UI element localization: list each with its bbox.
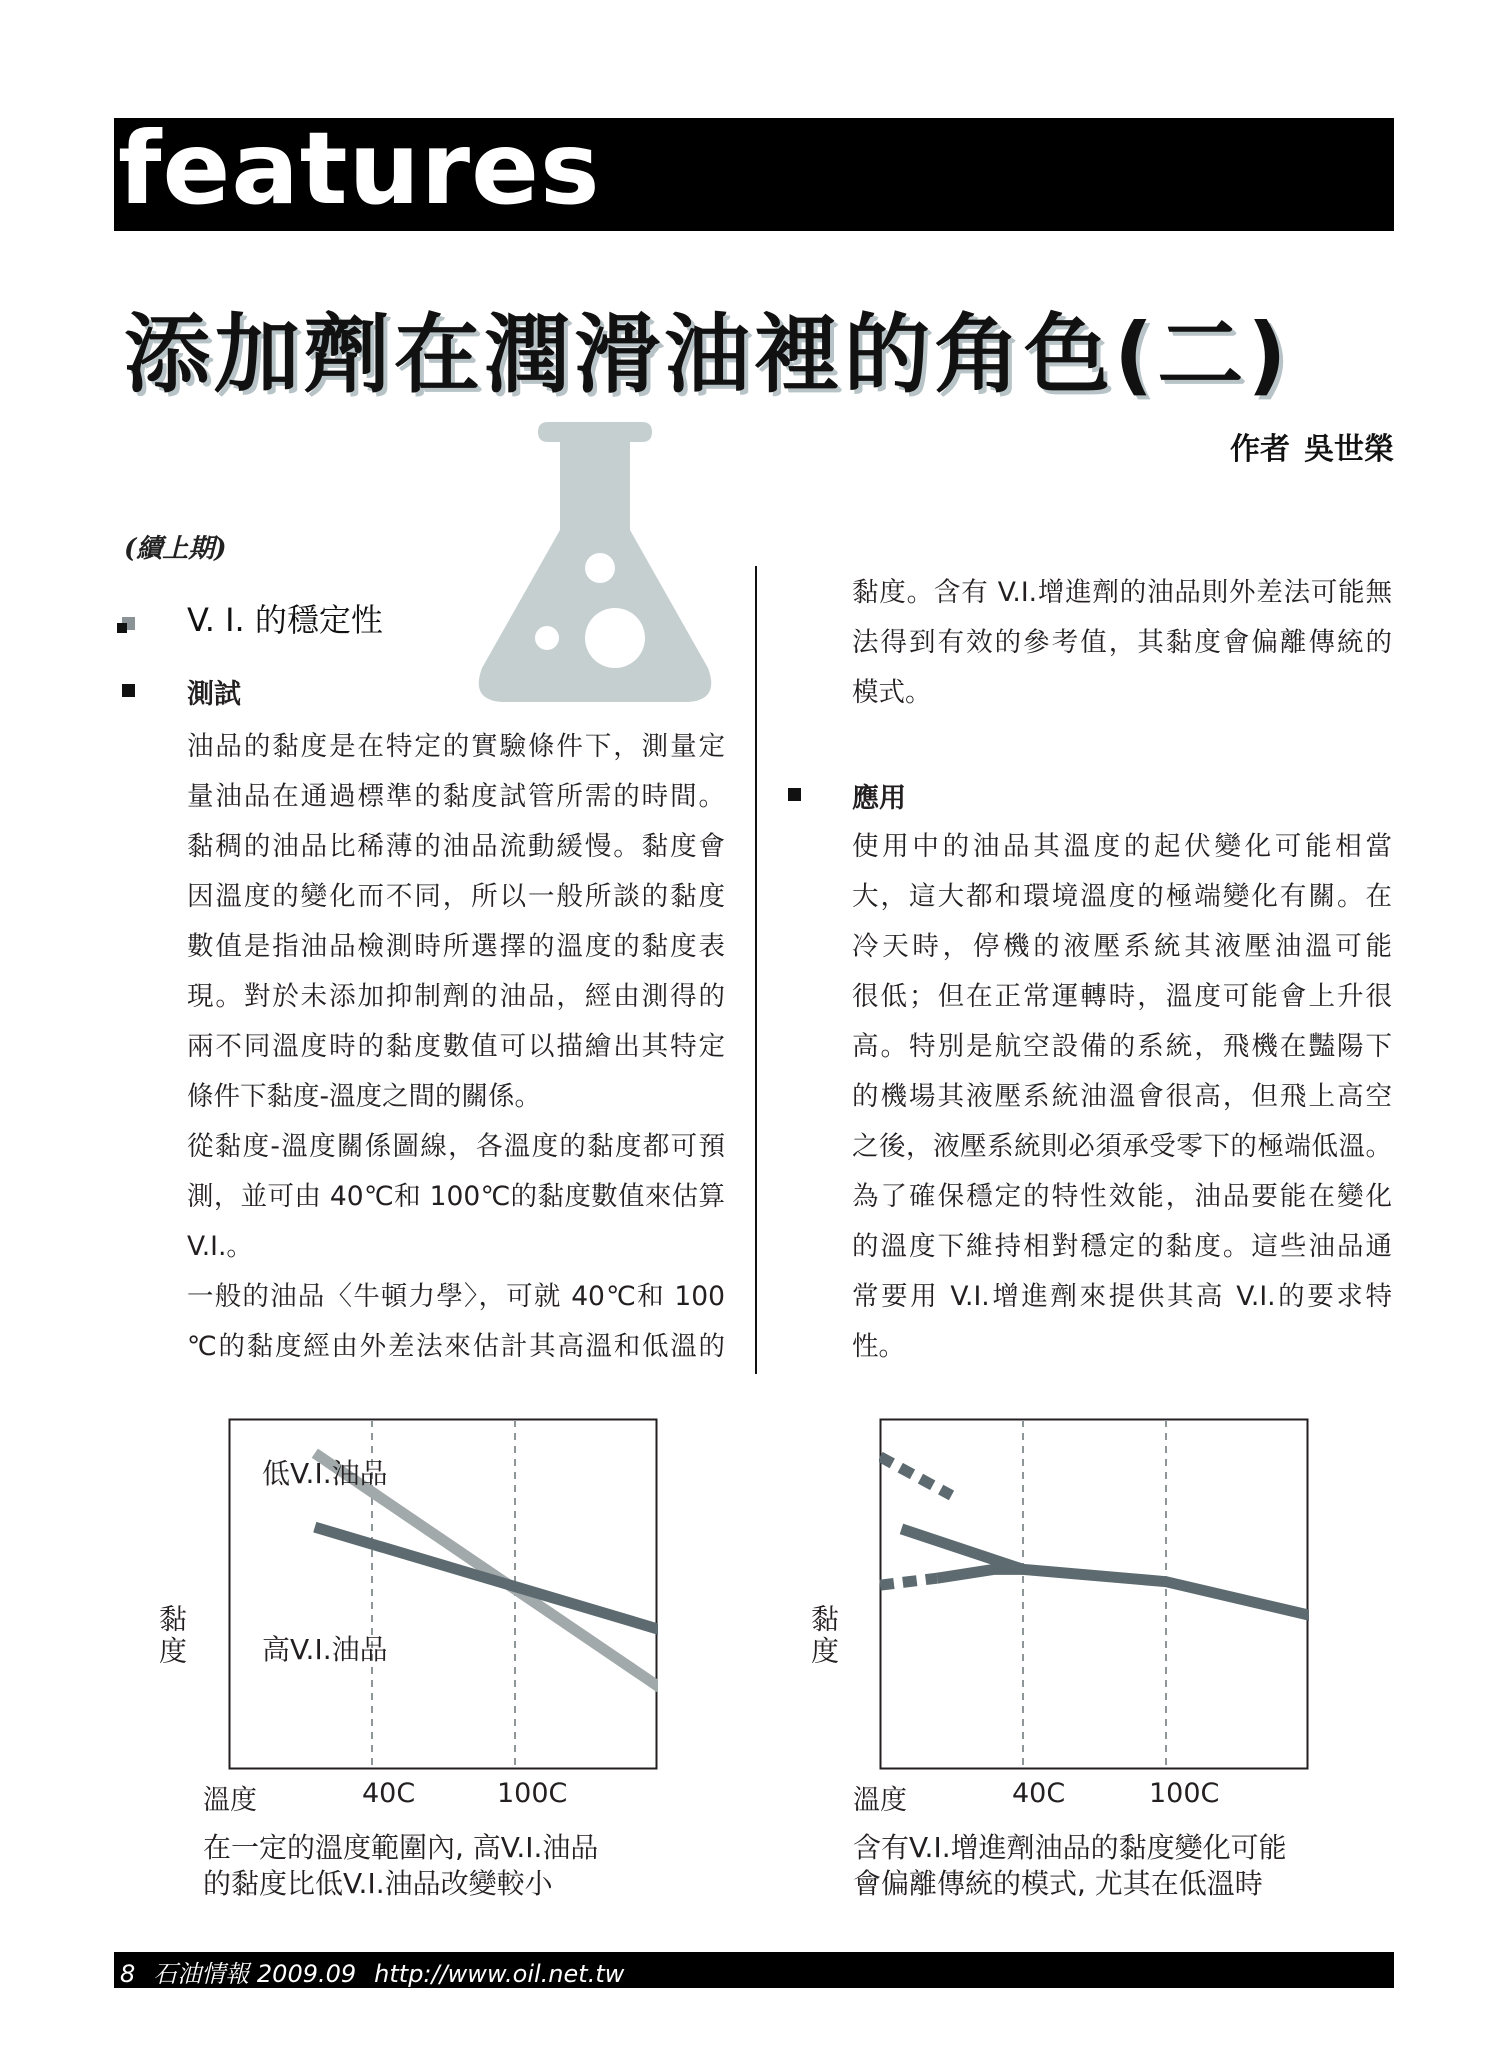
paragraph-line: 大，這大都和環境溫度的極端變化有關。在 bbox=[852, 881, 1392, 912]
chart2-caption bbox=[853, 1830, 1287, 1902]
chart2-frame bbox=[881, 1420, 1308, 1769]
paragraph-line: 油品的黏度是在特定的實驗條件下，測量定 bbox=[187, 731, 725, 762]
paragraph-line: 黏稠的油品比稀薄的油品流動緩慢。黏度會 bbox=[187, 831, 725, 862]
subheading-test: 測試 bbox=[187, 679, 241, 710]
bullet-test bbox=[122, 684, 135, 697]
paragraph-line: 法得到有效的參考值，其黏度會偏離傳統的 bbox=[852, 627, 1392, 658]
chart2-plot bbox=[879, 1418, 1309, 1770]
left-column-text bbox=[187, 722, 725, 1372]
chart1-x-label: 溫度 bbox=[203, 1785, 257, 1816]
paragraph-line: 量油品在通過標準的黏度試管所需的時間。 bbox=[187, 781, 725, 812]
bullet-application bbox=[788, 788, 801, 801]
paragraph-line: 現。對於未添加抑制劑的油品，經由測得的 bbox=[187, 981, 725, 1012]
chart2-y-label: 黏度 bbox=[807, 1604, 840, 1668]
chart1-y-label: 黏度 bbox=[155, 1604, 188, 1668]
paragraph-line: 一般的油品〈牛頓力學〉，可就 40℃和 100 bbox=[187, 1281, 725, 1312]
paragraph-line: 兩不同溫度時的黏度數值可以描繪出其特定 bbox=[187, 1031, 725, 1062]
paragraph-line: 從黏度-溫度關係圖線，各溫度的黏度都可預 bbox=[187, 1131, 725, 1162]
chart1-caption-line: 在一定的溫度範圍內, 高V.I.油品 bbox=[203, 1831, 599, 1864]
chart2-series-line bbox=[880, 1578, 937, 1585]
paragraph-line: ℃的黏度經由外差法來估計其高溫和低溫的 bbox=[187, 1331, 725, 1362]
chart2-series-line bbox=[901, 1529, 1023, 1569]
chart1-caption bbox=[203, 1830, 598, 1902]
article-title: 添加劑在潤滑油裡的角色(二) bbox=[124, 305, 1291, 405]
chart1-series-line bbox=[315, 1453, 658, 1735]
column-divider bbox=[755, 566, 757, 1374]
paragraph-line: V.I.。 bbox=[187, 1231, 253, 1262]
right-column-text bbox=[852, 822, 1392, 1372]
paragraph-line: 性。 bbox=[852, 1331, 905, 1362]
author-label: 作者 bbox=[1230, 432, 1290, 467]
paragraph-line: 冷天時，停機的液壓系統其液壓油溫可能 bbox=[852, 931, 1392, 962]
publication-name: 石油情報 2009.09 bbox=[153, 1960, 357, 1988]
chart2-series-line bbox=[880, 1457, 952, 1496]
paragraph-line: 的溫度下維持相對穩定的黏度。這些油品通 bbox=[852, 1231, 1392, 1262]
author-line bbox=[1216, 424, 1394, 468]
paragraph-line: 高。特別是航空設備的系統，飛機在豔陽下 bbox=[852, 1031, 1392, 1062]
paragraph-line: 很低；但在正常運轉時，溫度可能會上升很 bbox=[852, 981, 1392, 1012]
paragraph-line: 模式。 bbox=[852, 677, 932, 708]
heading-bullet bbox=[117, 623, 127, 633]
chart2-x-tick-40c: 40C bbox=[1012, 1778, 1066, 1809]
header-bar bbox=[114, 110, 1394, 231]
paragraph-line: 數值是指油品檢測時所選擇的溫度的黏度表 bbox=[187, 931, 725, 962]
chart2-caption-line: 含有V.I.增進劑油品的黏度變化可能 bbox=[853, 1831, 1287, 1864]
paragraph-line: 之後，液壓系統則必須承受零下的極端低溫。 bbox=[852, 1131, 1392, 1162]
flask-icon bbox=[470, 420, 720, 710]
chart2-caption-line: 會偏離傳統的模式, 尤其在低溫時 bbox=[853, 1867, 1263, 1900]
paragraph-line: 常要用 V.I.增進劑來提供其高 V.I.的要求特 bbox=[852, 1281, 1392, 1312]
paragraph-line: 條件下黏度-溫度之間的關係。 bbox=[187, 1081, 542, 1112]
continued-note: (續上期) bbox=[124, 534, 227, 564]
section-heading-vi-stability: V. I. 的穩定性 bbox=[187, 601, 383, 639]
chart2-x-label: 溫度 bbox=[853, 1785, 907, 1816]
author-name: 吳世榮 bbox=[1304, 432, 1394, 467]
right-column-continued-text bbox=[852, 568, 1392, 718]
footer-bar bbox=[114, 1952, 1394, 1988]
chart1-caption-line: 的黏度比低V.I.油品改變較小 bbox=[203, 1867, 553, 1900]
chart1-series-label-low: 低V.I.油品 bbox=[262, 1457, 388, 1490]
footer-text bbox=[120, 1954, 642, 1989]
chart2-series-line bbox=[937, 1569, 1023, 1578]
paragraph-line: 使用中的油品其溫度的起伏變化可能相當 bbox=[852, 831, 1392, 862]
section-tag: features bbox=[118, 110, 601, 227]
paragraph-line: 為了確保穩定的特性效能，油品要能在變化 bbox=[852, 1181, 1392, 1212]
chart1-x-tick-100c: 100C bbox=[497, 1778, 568, 1809]
website-url: http://www.oil.net.tw bbox=[374, 1960, 625, 1988]
subheading-application: 應用 bbox=[852, 783, 906, 814]
paragraph-line: 因溫度的變化而不同，所以一般所談的黏度 bbox=[187, 881, 725, 912]
chart1-x-tick-40c: 40C bbox=[362, 1778, 416, 1809]
chart1-series-label-high: 高V.I.油品 bbox=[262, 1633, 388, 1666]
chart2-x-tick-100c: 100C bbox=[1149, 1778, 1220, 1809]
paragraph-line: 的機場其液壓系統油溫會很高，但飛上高空 bbox=[852, 1081, 1392, 1112]
paragraph-line: 測，並可由 40℃和 100℃的黏度數值來估算 bbox=[187, 1181, 725, 1212]
paragraph-line: 黏度。含有 V.I.增進劑的油品則外差法可能無 bbox=[852, 577, 1392, 608]
page-number: 8 bbox=[120, 1960, 136, 1988]
